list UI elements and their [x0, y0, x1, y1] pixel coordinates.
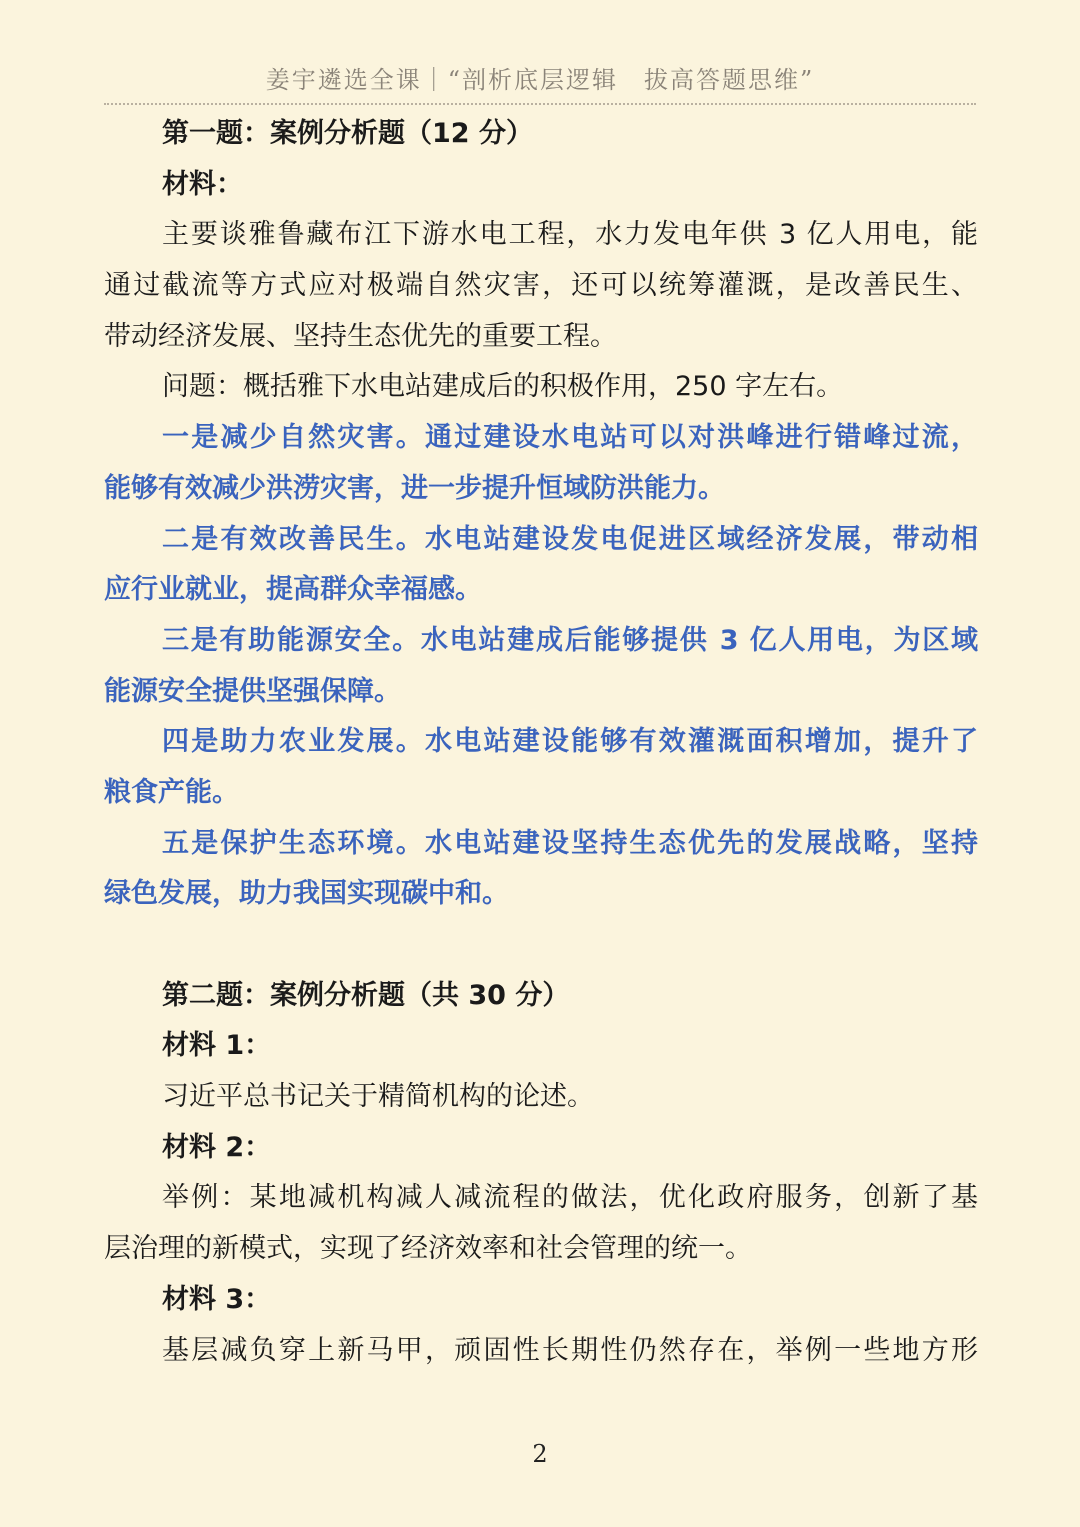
q2-material-1-text: 习近平总书记关于精简机构的论述。 [162, 1081, 594, 1113]
q1-material-line-3: 带动经济发展、坚持生态优先的重要工程。 [104, 320, 617, 352]
q2-material-3-line-1: 基层减负穿上新马甲，顽固性长期性仍然存在，举例一些地方形 [162, 1334, 978, 1366]
q1-answer-5-line-1: 五是保护生态环境。水电站建设坚持生态优先的发展战略，坚持 [162, 827, 978, 859]
q1-answer-1-line-2: 能够有效减少洪涝灾害，进一步提升恒域防洪能力。 [104, 472, 725, 504]
q2-material-2-label: 材料 2： [162, 1131, 272, 1163]
header-text: 姜宇遴选全课｜“剖析底层逻辑 拔高答题思维” [265, 66, 815, 94]
q2-material-2-line-1: 举例：某地减机构减人减流程的做法，优化政府服务，创新了基 [162, 1182, 978, 1214]
q2-material-1-label: 材料 1： [162, 1030, 272, 1062]
document-body [104, 109, 978, 1376]
q1-answer-3-line-2: 能源安全提供坚强保障。 [104, 675, 401, 707]
q1-answer-2-line-2: 应行业就业，提高群众幸福感。 [104, 574, 482, 606]
q1-material-line-1: 主要谈雅鲁藏布江下游水电工程，水力发电年供 3 亿人用电，能 [162, 219, 978, 251]
q1-answer-1-line-1: 一是减少自然灾害。通过建设水电站可以对洪峰进行错峰过流， [162, 422, 978, 454]
q1-answer-4-line-1: 四是助力农业发展。水电站建设能够有效灌溉面积增加，提升了 [162, 726, 978, 758]
page-number: 2 [532, 1440, 548, 1468]
page-header [104, 62, 976, 105]
q1-answer-4-line-2: 粮食产能。 [104, 776, 239, 808]
q2-material-3-label: 材料 3： [162, 1283, 272, 1315]
q1-title: 第一题：案例分析题（12 分） [162, 118, 533, 149]
q1-question: 问题：概括雅下水电站建成后的积极作用，250 字左右。 [162, 371, 844, 403]
q2-material-2-line-2: 层治理的新模式，实现了经济效率和社会管理的统一。 [104, 1233, 752, 1265]
q1-material-label: 材料： [162, 168, 243, 200]
q2-title: 第二题：案例分析题（共 30 分） [162, 979, 570, 1011]
q1-answer-3-line-1: 三是有助能源安全。水电站建成后能够提供 3 亿人用电，为区域 [162, 624, 978, 656]
section-gap [104, 920, 978, 971]
q1-material-line-2: 通过截流等方式应对极端自然灾害，还可以统筹灌溉，是改善民生、 [104, 270, 978, 302]
q1-answer-2-line-1: 二是有效改善民生。水电站建设发电促进区域经济发展，带动相 [162, 523, 978, 555]
q1-answer-5-line-2: 绿色发展，助力我国实现碳中和。 [104, 878, 509, 910]
